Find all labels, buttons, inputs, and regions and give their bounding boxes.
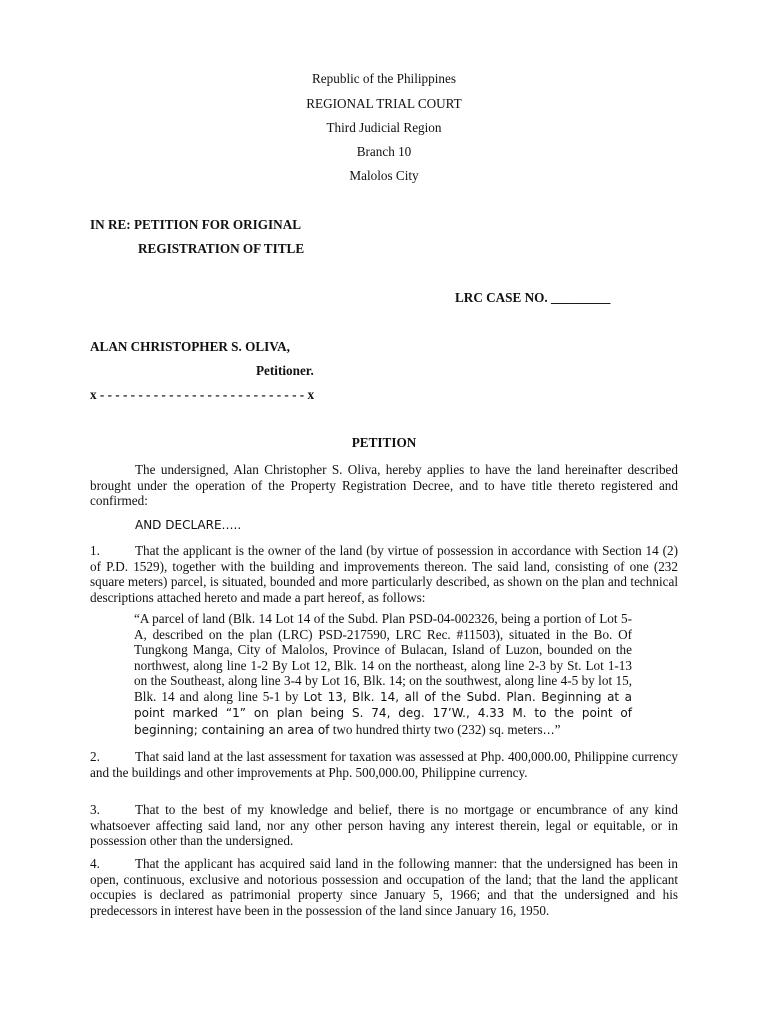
technical-description [134, 611, 632, 738]
paragraph-3 [90, 802, 678, 849]
and-declare: AND DECLARE….. [135, 518, 242, 532]
quote-close: ” [554, 721, 561, 737]
header-republic: Republic of the Philippines [312, 71, 456, 86]
header-branch: Branch 10 [356, 144, 412, 159]
paragraph-number: 1. [90, 543, 100, 558]
petitioner-label: Petitioner. [256, 363, 314, 378]
paragraph-number: 4. [90, 856, 100, 871]
paragraph-2 [90, 749, 678, 780]
petitioner-name: ALAN CHRISTOPHER S. OLIVA, [90, 339, 290, 354]
intro-paragraph: The undersigned, Alan Christopher S. Oliva, hereby applies to have the land hereinafter described brought under the operation of the Property Registration Decree, and to have title thereto registered and confirmed: [90, 462, 678, 509]
header-city: Malolos City [349, 168, 419, 183]
caption-in-re-line2: REGISTRATION OF TITLE [138, 241, 305, 256]
case-number: LRC CASE NO. _________ [455, 290, 611, 305]
paragraph-number: 3. [90, 802, 100, 817]
paragraph-text: That the applicant is the owner of the land (by virtue of possession in accordance with Section 14 (2) of P.D. 1529), together with the building and improvements thereon. The said land, consisting of one (232 square meters) parcel, is situated, bounded and more particularly described, as shown on the plan and technical descriptions attached hereto and made a part hereof, as follows: [90, 543, 678, 605]
paragraph-text: That to the best of my knowledge and belief, there is no mortgage or encumbrance of any kind whatsoever affecting said land, nor any other person having any interest therein, legal or equitable, or in possession other than the undersigned. [90, 802, 678, 849]
paragraph-text: That said land at the last assessment for taxation was assessed at Php. 400,000.00, Philippine currency and the buildings and other improvements at Php. 500,000.00, Philippine currency. [90, 749, 678, 780]
quote-part-2: Lot 13, Blk. 14, all of the Subd. Plan. Beginning at a point marked “1” on plan being S. 74, deg. 17’W., 4.33 M. to the point of beginning; containing an area of [134, 689, 633, 737]
document-title: PETITION [351, 435, 417, 450]
quote-part-3: two hundred thirty two (232) sq. meters [332, 721, 543, 737]
paragraph-1 [90, 543, 678, 605]
header-region: Third Judicial Region [326, 120, 442, 135]
paragraph-number: 2. [90, 749, 100, 764]
quote-ellipsis: … [542, 722, 555, 737]
paragraph-4 [90, 856, 678, 918]
quote-part-1: “A parcel of land (Blk. 14 Lot 14 of the Subd. Plan PSD-04-002326, being a portion of Lot 5-A, described on the plan (LRC) PSD-217590, LRC Rec. #11503), situated in the Bo. Of Tungkong Manga, City of Malolos, Province of Bulacan, Island of Luzon, bounded on the northwest, along line 1-2 By Lot 12, Blk. 14 on the northeast, along line 2-3 by St. Lot 1-13 on the Southeast, along line 3-4 by Lot 16, Blk. 14; on the southwest, along line 4-5 by lot 15, Blk. 14 and along line 5-1 by [134, 611, 632, 704]
header-court: REGIONAL TRIAL COURT [306, 96, 462, 111]
paragraph-text: That the applicant has acquired said land in the following manner: that the undersigned has been in open, continuous, exclusive and notorious possession and occupation of the land; that the land the applicant occupies is declared as patrimonial property since January 5, 1966; and that the undersigned and his predecessors in interest have been in the possession of the land since January 16, 1950. [90, 856, 678, 918]
caption-in-re-line1: IN RE: PETITION FOR ORIGINAL [90, 217, 302, 232]
caption-separator: x - - - - - - - - - - - - - - - - - - - - - - - - - - - x [90, 387, 315, 402]
